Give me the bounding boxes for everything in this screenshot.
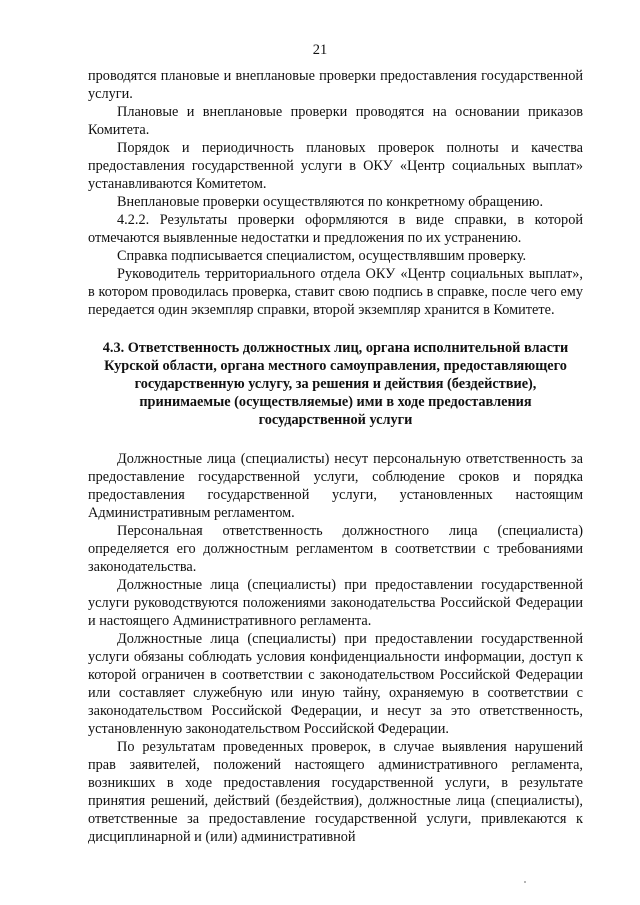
- paragraph: Справка подписывается специалистом, осуществлявшим проверку.: [117, 248, 527, 264]
- paragraph: Должностные лица (специалисты) несут персональную ответственность за предоставление государственной услуги, соблюдение сроков и порядка предоставления государственной услуги, установленных настоящим Административным регламентом.: [88, 451, 583, 521]
- paragraph: Должностные лица (специалисты) при предоставлении государственной услуги руководствуются положениями законодательства Российской Федерации и настоящего Административного регламента.: [88, 577, 583, 629]
- paragraph: Руководитель территориального отдела ОКУ «Центр социальных выплат», в котором проводилась проверка, ставит свою подпись в справке, после чего ему передается один экземпляр справки, второй экземпляр хранится в Комитете.: [88, 266, 583, 318]
- paragraph: Персональная ответственность должностного лица (специалиста) определяется его должностным регламентом в соответствии с требованиями законодательства.: [88, 523, 583, 575]
- paragraph: проводятся плановые и внеплановые проверки предоставления государственной услуги.: [88, 68, 583, 102]
- paragraphs-before-heading: [88, 67, 583, 319]
- paragraphs-after-heading: [88, 450, 583, 846]
- document-body: [88, 67, 583, 846]
- paragraph: Внеплановые проверки осуществляются по конкретному обращению.: [117, 194, 544, 210]
- paragraph: Должностные лица (специалисты) при предоставлении государственной услуги обязаны соблюдать условия конфиденциальности информации, доступ к которой ограничен в соответствии с законодательством Российской Федерации или составляет служебную или иную тайну, охраняемую в соответствии с законодательством Российской Федерации, и несут за это ответственность, установленную законодательством Российской Федерации.: [88, 631, 583, 737]
- paragraph: Порядок и периодичность плановых проверок полноты и качества предоставления государственной услуги в ОКУ «Центр социальных выплат» устанавливаются Комитетом.: [88, 140, 583, 192]
- section-heading: 4.3. Ответственность должностных лиц, органа исполнительной власти Курской области, органа местного самоуправления, предоставляющего государственную услугу, за решения и действия (бездействие), принимаемые (осуществляемые) ими в ходе предоставления государственной услуги: [102, 340, 569, 428]
- paragraph: Плановые и внеплановые проверки проводятся на основании приказов Комитета.: [88, 104, 583, 138]
- page-number: 21: [312, 42, 328, 58]
- scan-artifact: [524, 881, 526, 883]
- paragraph: 4.2.2. Результаты проверки оформляются в виде справки, в которой отмечаются выявленные недостатки и предложения по их устранению.: [88, 212, 583, 246]
- paragraph: По результатам проведенных проверок, в случае выявления нарушений прав заявителей, положений настоящего административного регламента, возникших в ходе предоставления государственной услуги, в результате принятия решений, действий (бездействия), должностные лица (специалисты), ответственные за предоставление государственной услуги, привлекаются к дисциплинарной и (или) административной: [88, 739, 583, 845]
